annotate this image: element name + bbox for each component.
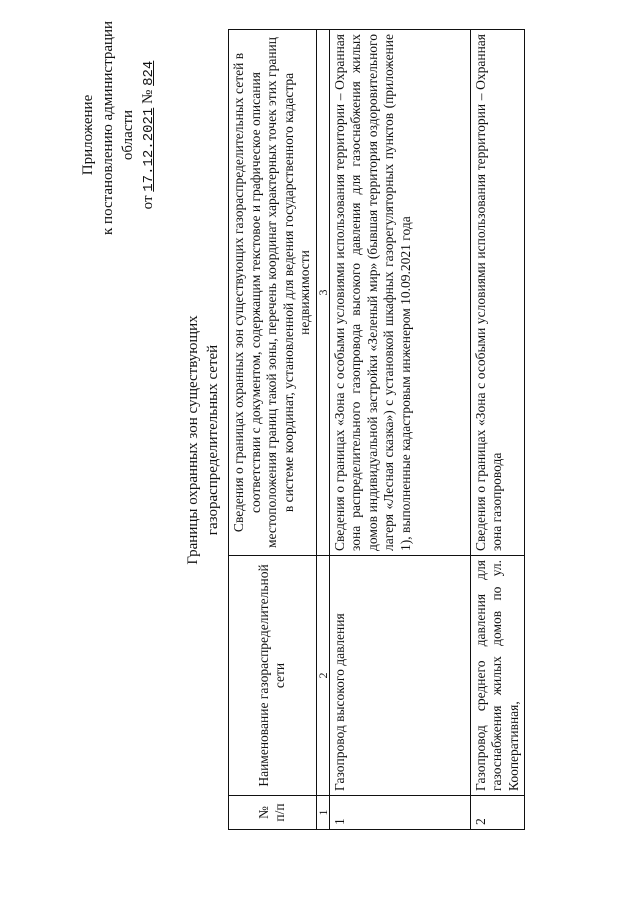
title-line-1: Границы охранных зон существующих xyxy=(185,315,201,565)
header-zone-info: Сведения о границах охранных зон существующих газораспределительных сетей в соответствии с документом, содержащим текстовое и графическое описания местоположения границ такой зоны, перечень координат характерных точек этих границ в системе координат, установленной для ведения государственного кадастра недвижимости xyxy=(229,30,317,556)
table-row xyxy=(329,30,470,830)
appendix-header xyxy=(78,20,159,235)
header-number: № п/п xyxy=(229,796,317,830)
table-row xyxy=(470,30,525,830)
date-number-line xyxy=(138,35,159,235)
column-number: 1 xyxy=(316,796,329,830)
document-title xyxy=(183,230,223,650)
row-number: 2 xyxy=(470,796,525,830)
from-label: от xyxy=(140,195,156,210)
row-number: 1 xyxy=(329,796,470,830)
title-line-2: газораспределительных сетей xyxy=(205,344,221,536)
header-network-name: Наименование газораспределительной сети xyxy=(229,556,317,796)
column-numbers-row xyxy=(316,30,329,830)
resolution-date: 17.12.2021 xyxy=(141,107,157,192)
appendix-label: Приложение xyxy=(80,94,96,176)
region-line: области xyxy=(120,109,136,161)
gas-network-table xyxy=(228,29,525,830)
column-number: 2 xyxy=(316,556,329,796)
network-name: Газопровод среднего давления для газоснабжения жилых домов по ул. Кооперативная, xyxy=(470,556,525,796)
column-number: 3 xyxy=(316,30,329,556)
zone-info: Сведения о границах «Зона с особыми условиями использования территории – Охранная зона распределительного газопровода высокого давления для газоснабжения жилых домов индивидуальной застройки «Зеленый мир» (бывшая территория оздоровительного лагеря «Лесная сказка») с установкой шкафных газорегуляторных пунктов (приложение 1), выполненные кадастровым инженером 10.09.2021 года xyxy=(329,30,470,556)
network-name: Газопровод высокого давления xyxy=(329,556,470,796)
zone-info: Сведения о границах «Зона с особыми условиями использования территории – Охранная зона газопровода xyxy=(470,30,525,556)
table-header-row xyxy=(229,30,317,830)
resolution-line: к постановлению администрации xyxy=(100,20,116,235)
resolution-number: 824 xyxy=(141,60,157,86)
number-sign: № xyxy=(140,89,156,104)
